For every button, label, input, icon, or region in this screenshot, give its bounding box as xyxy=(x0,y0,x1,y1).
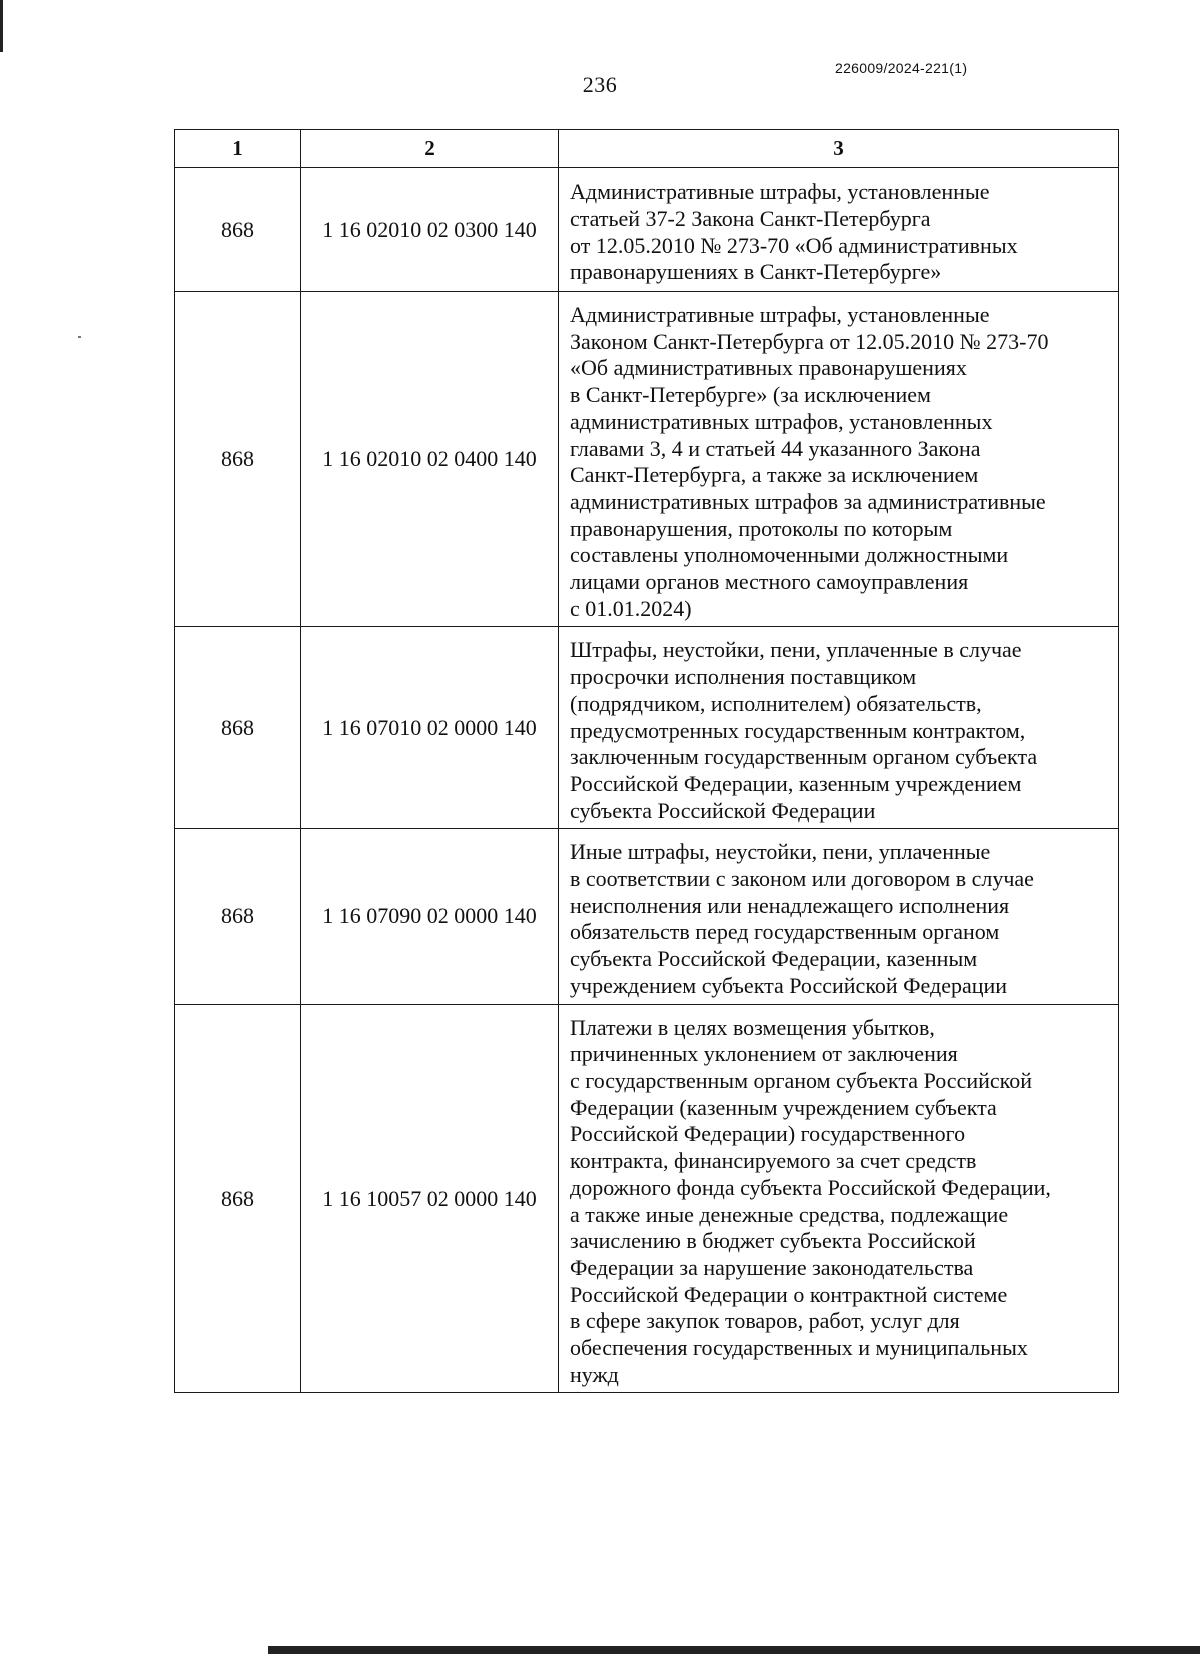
description-cell: Административные штрафы, установленные статьей 37-2 Закона Санкт-Петербурга от 12.05.2010 № 273-70 «Об административных правонарушениях в Санкт-Петербурге» xyxy=(559,168,1119,292)
scan-speck xyxy=(78,336,81,338)
column-header-1: 1 xyxy=(175,130,301,168)
description-cell: Платежи в целях возмещения убытков, причиненных уклонением от заключения с государственным органом субъекта Российской Федерации (казенным учреждением субъекта Российской Федерации) государственного контракта, финансируемого за счет средств дорожного фонда субъекта Российской Федерации, а также иные денежные средства, подлежащие зачислению в бюджет субъекта Российской Федерации за нарушение законодательства Российской Федерации о контрактной системе в сфере закупок товаров, работ, услуг для обеспечения государственных и муниципальных нужд xyxy=(559,1004,1119,1393)
table-row xyxy=(175,627,1119,829)
column-header-3: 3 xyxy=(559,130,1119,168)
admin-code-cell: 868 xyxy=(175,168,301,292)
budget-code-cell: 1 16 07010 02 0000 140 xyxy=(301,627,559,829)
budget-code-cell: 1 16 10057 02 0000 140 xyxy=(301,1004,559,1393)
budget-codes-table xyxy=(174,129,1119,1393)
admin-code-cell: 868 xyxy=(175,627,301,829)
document-reference: 226009/2024-221(1) xyxy=(835,60,968,76)
table-row xyxy=(175,829,1119,1004)
budget-code-cell: 1 16 02010 02 0300 140 xyxy=(301,168,559,292)
description-cell: Административные штрафы, установленные Законом Санкт-Петербурга от 12.05.2010 № 273-70 «Об административных правонарушениях в Санкт-Петербурге» (за исключением административных штрафов, установленных главами 3, 4 и статьей 44 указанного Закона Санкт-Петербурга, а также за исключением административных штрафов за административные правонарушения, протоколы по которым составлены уполномоченными должностными лицами органов местного самоуправления с 01.01.2024) xyxy=(559,292,1119,627)
budget-code-cell: 1 16 07090 02 0000 140 xyxy=(301,829,559,1004)
table-row xyxy=(175,292,1119,627)
column-header-2: 2 xyxy=(301,130,559,168)
scan-edge-left xyxy=(0,0,3,52)
scan-edge-bottom xyxy=(268,1646,1200,1654)
admin-code-cell: 868 xyxy=(175,1004,301,1393)
budget-code-cell: 1 16 02010 02 0400 140 xyxy=(301,292,559,627)
table-header xyxy=(175,130,1119,168)
table-row xyxy=(175,168,1119,292)
description-cell: Штрафы, неустойки, пени, уплаченные в случае просрочки исполнения поставщиком (подрядчиком, исполнителем) обязательств, предусмотренных государственным контрактом, заключенным государственным органом субъекта Российской Федерации, казенным учреждением субъекта Российской Федерации xyxy=(559,627,1119,829)
page-number: 236 xyxy=(582,72,618,97)
admin-code-cell: 868 xyxy=(175,829,301,1004)
header-row xyxy=(175,130,1119,168)
description-cell: Иные штрафы, неустойки, пени, уплаченные в соответствии с законом или договором в случае неисполнения или ненадлежащего исполнения обязательств перед государственным органом субъекта Российской Федерации, казенным учреждением субъекта Российской Федерации xyxy=(559,829,1119,1004)
admin-code-cell: 868 xyxy=(175,292,301,627)
table-row xyxy=(175,1004,1119,1393)
table-body xyxy=(175,168,1119,1393)
